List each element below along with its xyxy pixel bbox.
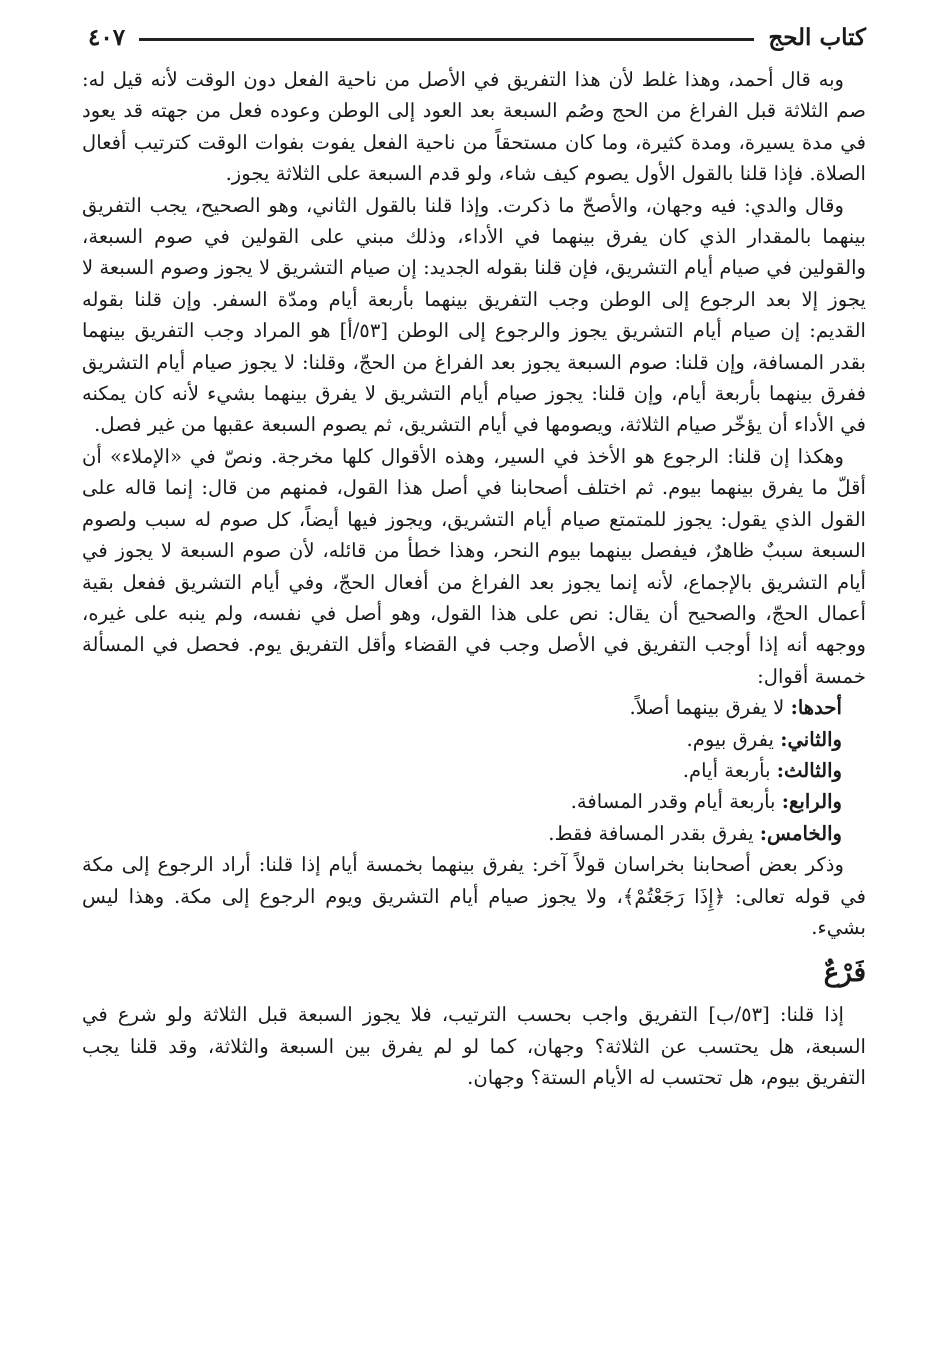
opinion-text: بأربعة أيام.	[682, 758, 771, 782]
page-number: ٤٠٧	[88, 23, 126, 51]
list-item	[82, 786, 866, 817]
section-paragraph: إذا قلنا: [٥٣/ب] التفريق واجب بحسب الترتيب، فلا يجوز السبعة قبل الثلاثة ولو شرع في السبعة، هل يحتسب عن الثلاثة؟ وجهان، كما لو لم يفرق بين السبعة والثلاثة، وقد قلنا يجب التفريق بيوم، هل تحتسب له الأيام الستة؟ وجهان.	[82, 1003, 866, 1090]
opinion-text: لا يفرق بينهما أصلاً.	[629, 696, 785, 720]
closing-paragraph: وذكر بعض أصحابنا بخراسان قولاً آخر: يفرق بينهما بخمسة أيام إذا قلنا: أراد الرجوع إلى مكة في قوله تعالى: ﴿إِذَا رَجَعْتُمْ﴾، ولا يجوز صيام أيام التشريق ويوم الرجوع إلى مكة. وهذا ليس بشيء.	[82, 853, 866, 939]
opinion-text: بأربعة أيام وقدر المسافة.	[570, 790, 776, 814]
list-item	[82, 724, 866, 755]
header-rule	[139, 38, 754, 41]
opinion-label: والثاني:	[780, 727, 842, 751]
paragraph: وقال والدي: فيه وجهان، والأصحّ ما ذكرت. وإذا قلنا بالقول الثاني، وهو الصحيح، يجب التفريق بينهما بالمقدار الذي كان يفرق بينهما في الأداء، وذلك مبني على القولين في صوم السبعة، والقولين في صيام أيام التشريق، فإن قلنا بقوله الجديد: إن صيام التشريق لا يجوز وصوم السبعة لا يجوز إلا بعد الرجوع إلى الوطن وجب التفريق بينهما بأربعة أيام ومدّة السفر. وإن قلنا بقوله القديم: إن صيام أيام التشريق يجوز والرجوع إلى الوطن [٥٣/أ] هو المراد وجب التفريق بينهما بقدر المسافة، وإن قلنا: صوم السبعة يجوز بعد الفراغ من الحجّ، وقلنا: لا يجوز صيام أيام التشريق ففرق بينهما بأربعة أيام، وإن قلنا: يجوز صيام أيام التشريق لا يفرق بينهما بشيء لأنه كان يمكنه في الأداء أن يؤخّر صيام الثلاثة، ويصومها في أيام التشريق، ثم يصوم السبعة عقبها من غير فصل.	[82, 193, 866, 437]
opinion-text: يفرق بقدر المسافة فقط.	[548, 821, 754, 845]
opinion-label: والرابع:	[781, 790, 842, 814]
page-body	[82, 64, 866, 1094]
book-title: كتاب الحج	[768, 23, 866, 51]
running-header	[88, 14, 866, 60]
paragraph: وهكذا إن قلنا: الرجوع هو الأخذ في السير، وهذه الأقوال كلها مخرجة. ونصّ في «الإملاء» أن أقلّ ما يفرق بينهما بيوم. ثم اختلف أصحابنا في أصل هذا القول، فمنهم من قال: إنما قاله على القول الذي يقول: يجوز للمتمتع صيام أيام التشريق، ويجوز فيها أيضاً، كل صوم له سبب ولصوم السبعة سببٌ ظاهرٌ، فيفصل بينهما بيوم النحر، وهذا خطأ من قائله، لأن صوم السبعة لا يجوز في أيام التشريق بالإجماع، لأنه إنما يجوز بعد الفراغ من أفعال الحجّ، وفي أيام التشريق ففعل بقية أعمال الحجّ، والصحيح أن يقال: نص على هذا القول، وهو أصل في نفسه، ولم ينبه على غيره، ووجهه أنه إذا أوجب التفريق في الأصل وجب في القضاء وأقل التفريق يوم. فحصل في المسألة خمسة أقوال:	[82, 444, 866, 688]
opinion-text: يفرق بيوم.	[686, 727, 774, 751]
list-item	[82, 692, 866, 723]
opinion-label: والخامس:	[759, 821, 842, 845]
opinion-label: أحدها:	[790, 696, 842, 720]
opinion-label: والثالث:	[776, 758, 842, 782]
opinions-list	[82, 692, 866, 849]
section-heading: فَرْعٌ	[823, 958, 866, 989]
paragraph: وبه قال أحمد، وهذا غلط لأن هذا التفريق في الأصل من ناحية الفعل دون الوقت لأنه قيل له: صم الثلاثة قبل الفراغ من الحج وصُم السبعة بعد العود إلى الوطن وعوده فعل من جهته قد يعود في مدة يسيرة، ومدة كثيرة، وما كان مستحقاً من ناحية الفعل يفوت بفوات الوقت كترتيب أفعال الصلاة. فإذا قلنا بالقول الأول يصوم كيف شاء، ولو قدم السبعة على الثلاثة يجوز.	[82, 68, 866, 186]
list-item	[82, 818, 866, 849]
list-item	[82, 755, 866, 786]
